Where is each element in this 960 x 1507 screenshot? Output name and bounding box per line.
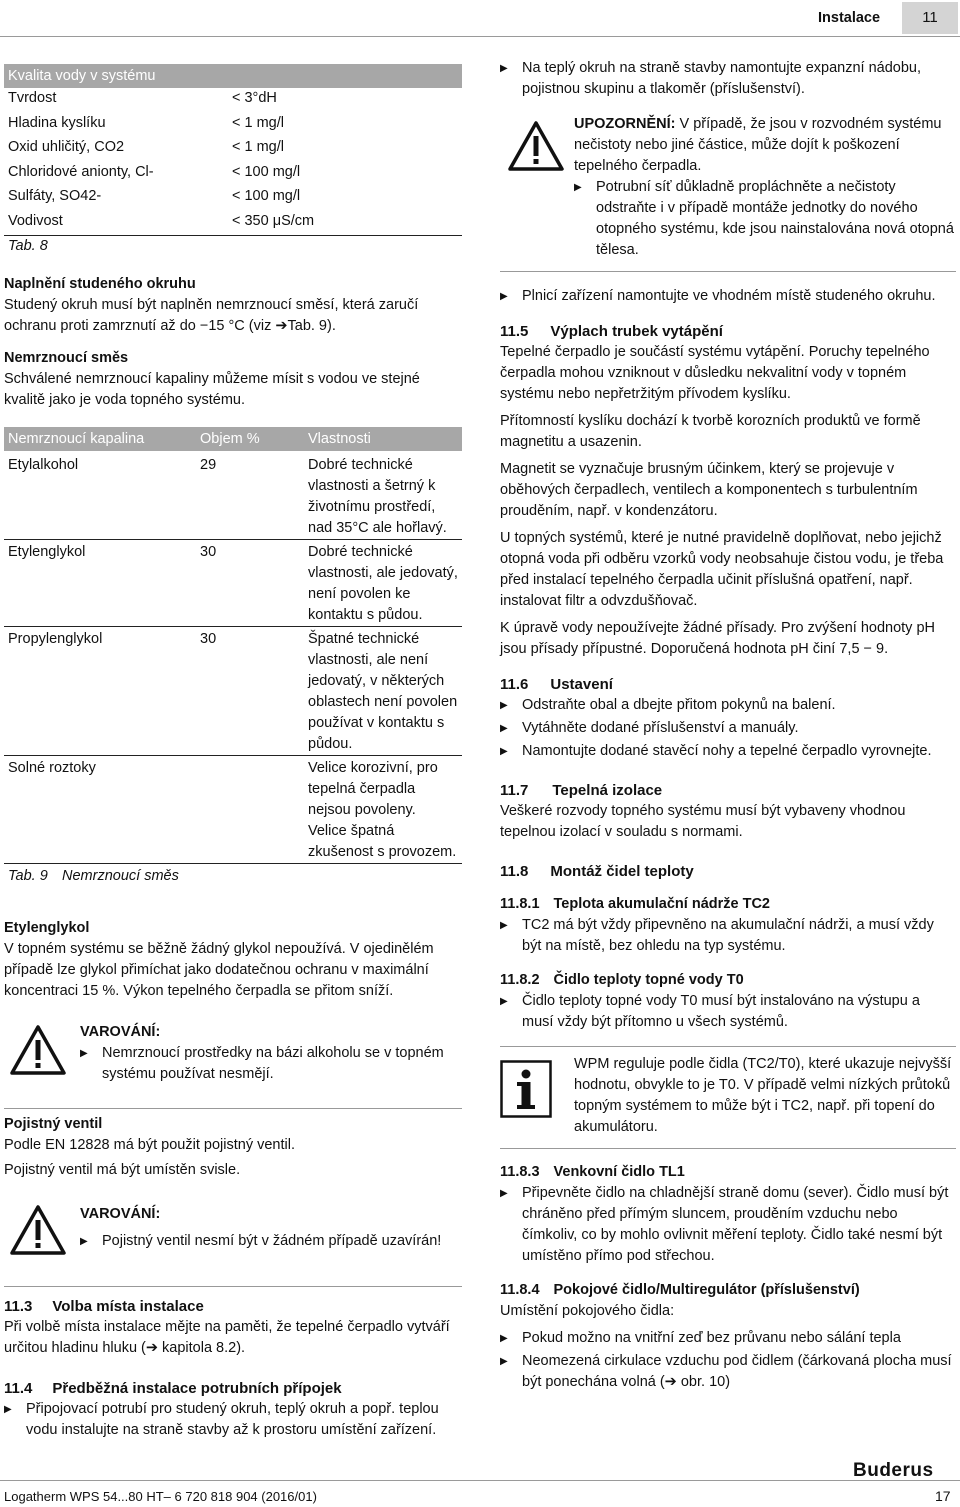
section-11-8-4	[500, 1280, 952, 1393]
paragraph: K úpravě vody nepoužívejte žádné přísady. Pro zvýšení hodnoty pH jsou přísady přípustné. Doporučená hodnota pH činí 7,5 − 9.	[500, 620, 935, 657]
table-cell: < 1 mg/l	[232, 139, 284, 155]
section-number: 11.6	[500, 676, 529, 693]
caution-block	[500, 114, 956, 261]
list-item-text: Připojovací potrubí pro studený okruh, teplý okruh a popř. teplou vodu instalujte na straně stavby až k prostoru umístění zařízení.	[26, 1401, 439, 1438]
warning-icon	[4, 1198, 72, 1256]
bullet-triangle-icon: ▶	[500, 63, 508, 74]
section-11-5	[500, 321, 952, 660]
warning-bullet	[80, 1231, 462, 1252]
table-cell: Solné roztoky	[8, 760, 96, 776]
table-cell: Sulfáty, SO42-	[8, 188, 102, 204]
fill-section	[4, 274, 462, 337]
table-cell: < 100 mg/l	[232, 163, 301, 180]
section-11-8-3	[500, 1162, 952, 1267]
list-item-text: Odstraňte obal a dbejte přitom pokynů na balení.	[522, 697, 836, 713]
warning-bullet-text: Pojistný ventil nesmí být v žádném případě uzavírán!	[102, 1233, 442, 1249]
bullet-triangle-icon: ▶	[500, 291, 508, 302]
section-11-8-1	[500, 894, 952, 957]
section-title: Čidlo teploty topné vody T0	[553, 972, 744, 988]
list-item	[500, 741, 952, 762]
table-cell: Dobré technické vlastnosti a šetrný k životnímu prostředí, nad 35°C ale hořlavý.	[308, 457, 447, 536]
table-row	[4, 455, 462, 539]
table-cell: < 100 mg/l	[232, 188, 301, 204]
section-title: Výplach trubek vytápění	[550, 323, 723, 340]
table-row	[4, 539, 462, 626]
table-cell	[200, 758, 308, 863]
caution-bullet-text: Potrubní síť důkladně propláchněte a nečistoty odstraňte i v případě montáže jednotky do nového otopného systému, kde jsou nainstalována nová otopná tělesa.	[596, 179, 954, 258]
section-11-4	[4, 1378, 462, 1441]
list-item-text: Na teplý okruh na straně stavby namontujte expanzní nádobu, pojistnou skupinu a tlakoměr (příslušenství).	[522, 60, 922, 97]
table-row	[4, 137, 462, 162]
water-quality-table	[4, 64, 462, 257]
section-number: 11.7	[500, 782, 529, 799]
footer-divider	[0, 1480, 960, 1481]
section-intro: Umístění pokojového čidla:	[500, 1303, 675, 1319]
section-title: Volba místa instalace	[52, 1298, 204, 1315]
divider	[4, 1286, 462, 1287]
paragraph: Magnetit se vyznačuje brusným účinkem, který se projevuje v oběhových čerpadlech, ventilech a komponentech s turbulentním prouděním, např. v kondenzátoru.	[500, 461, 918, 519]
section-11-6	[500, 674, 952, 762]
table-row	[4, 186, 462, 211]
bullet-triangle-icon: ▶	[80, 1048, 88, 1059]
paragraph: Přítomností kyslíku dochází k tvorbě korozních produktů ve formě magnetitu a usazenin.	[500, 413, 921, 450]
table-row	[4, 211, 462, 237]
bullet-triangle-icon: ▶	[574, 182, 582, 193]
bullet-triangle-icon: ▶	[500, 1188, 508, 1199]
section-11-8	[500, 861, 952, 882]
table-cell: Hladina kyslíku	[8, 114, 106, 131]
section-heading	[500, 780, 952, 801]
footer-page-number: 17	[935, 1488, 951, 1504]
glycol-text: V topném systému se běžně žádný glykol nepoužívá. V ojedinělém případě lze glykol přimíchat jako dodatečnou ochranu v maximální koncentraci 15 %. Výkon tepelného čerpadla se přitom sníží.	[4, 941, 434, 999]
table-cell: Dobré technické vlastnosti, ale jedovatý, není povolen ke kontaktu s půdou.	[308, 544, 458, 623]
list-item	[500, 1328, 952, 1349]
list-item	[500, 58, 952, 100]
bullet-triangle-icon: ▶	[500, 746, 508, 757]
section-text: Při volbě místa instalace mějte na paměti, že tepelné čerpadlo vytváří určitou hladinu hluku (➔ kapitola 8.2).	[4, 1319, 450, 1356]
section-title: Předběžná instalace potrubních přípojek	[52, 1380, 342, 1397]
table-cell: < 3°dH	[232, 90, 277, 106]
divider	[4, 1108, 462, 1109]
list-item-text: TC2 má být vždy připevněno na akumulační nádrži, a musí vždy být na místě, bez ohledu na typ systému.	[522, 917, 934, 954]
warning-label: VAROVÁNÍ:	[80, 1024, 161, 1040]
list-item	[500, 1351, 952, 1393]
info-block	[500, 1054, 956, 1138]
glycol-section	[4, 918, 462, 1002]
section-number: 11.5	[500, 323, 529, 340]
section-11-7	[500, 780, 952, 843]
bullet-triangle-icon: ▶	[500, 700, 508, 711]
info-icon	[500, 1054, 566, 1138]
subsection-heading	[500, 1162, 952, 1183]
section-text: Veškeré rozvody topného systému musí být vybaveny vhodnou tepelnou izolací v souladu s normami.	[500, 803, 906, 840]
bullet-triangle-icon: ▶	[80, 1236, 88, 1247]
table-cell: Propylenglykol	[8, 631, 103, 647]
warning-icon	[4, 1018, 72, 1085]
water-table-body	[4, 88, 462, 236]
table-row	[4, 113, 462, 138]
list-item	[500, 1183, 952, 1267]
table-cell: Chloridové anionty, Cl-	[8, 163, 154, 180]
warning-icon	[500, 114, 572, 261]
caution-bullet	[574, 177, 956, 261]
table-caption	[4, 864, 462, 887]
section-title: Venkovní čidlo TL1	[553, 1164, 685, 1180]
paragraph: U topných systémů, které je nutné pravidelně doplňovat, nebo jejichž otopná voda při odběru vzorků vody neobsahuje čistou vodu, je třeba před instalací tepelného čerpadla učinit příslušná opatření, např. instalovat filtr a odvzdušňovač.	[500, 530, 944, 609]
column-header: Vlastnosti	[308, 431, 371, 447]
table-cell: Velice korozivní, pro tepelná čerpadla nejsou povoleny. Velice špatná zkušenost s provozem.	[308, 760, 457, 860]
warning-alcohol	[4, 1018, 462, 1085]
section-number: 11.4	[4, 1380, 33, 1397]
bullet-triangle-icon: ▶	[500, 1333, 508, 1344]
bullet-triangle-icon: ▶	[500, 1356, 508, 1367]
section-number: 11.8	[500, 863, 529, 880]
list-item-text: Čidlo teploty topné vody T0 musí být instalováno na výstupu a musí vždy být přítomno u všech systémů.	[522, 993, 920, 1030]
table-cell: < 350 μS/cm	[232, 212, 315, 229]
bullet-triangle-icon: ▶	[500, 996, 508, 1007]
antifreeze-text: Schválené nemrznoucí kapaliny můžeme mísit s vodou ve stejné kvalitě jako je voda topného systému.	[4, 371, 420, 408]
safety-valve-section	[4, 1114, 462, 1181]
section-heading	[500, 321, 952, 342]
antifreeze-table	[4, 427, 462, 887]
section-number: 11.8.2	[500, 972, 540, 988]
table-row	[4, 626, 462, 755]
section-number: 11.8.4	[500, 1282, 540, 1298]
list-item	[4, 1399, 462, 1441]
list-item-text: Plnicí zařízení namontujte ve vhodném místě studeného okruhu.	[522, 288, 936, 304]
table-cell: 30	[200, 631, 217, 647]
table-caption: Tab. 8	[8, 238, 48, 254]
divider	[500, 271, 956, 272]
section-11-8-2	[500, 970, 952, 1033]
list-item	[500, 915, 952, 957]
divider	[500, 1046, 956, 1047]
fill-text: Studený okruh musí být naplněn nemrznoucí směsí, která zaručí ochranu proti zamrznutí až do −15 °C (viz ➔Tab. 9).	[4, 297, 419, 334]
header-divider	[0, 36, 960, 37]
section-title: Instalace	[818, 10, 881, 26]
section-heading	[500, 861, 952, 882]
section-heading	[4, 1378, 462, 1399]
brand-logo: Buderus	[853, 1460, 934, 1481]
caption-number: Tab. 9	[8, 868, 48, 884]
section-heading	[4, 1296, 462, 1317]
antifreeze-heading: Nemrznoucí směs	[4, 350, 129, 366]
table-cell: Špatné technické vlastnosti, ale není jedovatý, v některých oblastech není povolen používat v kontaktu s půdou.	[308, 631, 458, 752]
table-cell: Vodivost	[8, 212, 63, 229]
section-title: Teplota akumulační nádrže TC2	[553, 896, 770, 912]
section-heading	[500, 674, 952, 695]
safety-valve-text-2: Pojistný ventil má být umístěn svisle.	[4, 1162, 241, 1178]
table-row	[4, 88, 462, 113]
footer-document-id: Logatherm WPS 54...80 HT– 6 720 818 904 (2016/01)	[4, 1489, 317, 1504]
list-item	[500, 991, 952, 1033]
table-cell: 30	[200, 544, 217, 560]
caution-text	[574, 114, 956, 177]
subsection-heading	[500, 1280, 952, 1301]
section-number: 11.3	[4, 1298, 33, 1315]
paragraph: Tepelné čerpadlo je součástí systému vytápění. Poruchy tepelného čerpadla mohou vzniknout v důsledku nekvalitní vody v topném systému nebo nepřetržitým přívodem kyslíku.	[500, 344, 930, 402]
list-item-text: Neomezená cirkulace vzduchu pod čidlem (čárkovaná plocha musí být ponechána volná (➔ obr. 10)	[522, 1353, 952, 1390]
caption-text: Nemrznoucí směs	[62, 868, 179, 884]
subsection-heading	[500, 970, 952, 991]
section-title: Pokojové čidlo/Multiregulátor (příslušenství)	[553, 1282, 860, 1298]
bullet-triangle-icon: ▶	[500, 723, 508, 734]
water-table-title: Kvalita vody v systému	[4, 64, 462, 88]
section-title: Montáž čidel teploty	[550, 863, 694, 880]
antifreeze-section	[4, 348, 462, 411]
warning-bullet	[80, 1043, 462, 1085]
list-item	[500, 695, 952, 716]
section-11-3	[4, 1296, 462, 1359]
list-item-text: Pokud možno na vnitřní zeď bez průvanu nebo sálání tepla	[522, 1330, 901, 1346]
page-number-badge: 11	[902, 2, 958, 34]
safety-valve-heading: Pojistný ventil	[4, 1116, 103, 1132]
glycol-heading: Etylenglykol	[4, 920, 90, 936]
column-header: Objem %	[200, 431, 260, 447]
bullet-triangle-icon: ▶	[4, 1404, 12, 1415]
table-cell: < 1 mg/l	[232, 114, 284, 131]
divider	[500, 1148, 956, 1149]
section-number: 11.8.1	[500, 896, 540, 912]
warning-safety-valve	[4, 1198, 462, 1256]
subsection-heading	[500, 894, 952, 915]
table-cell: Tvrdost	[8, 90, 57, 106]
section-number: 11.8.3	[500, 1164, 540, 1180]
warning-label: VAROVÁNÍ:	[80, 1206, 161, 1222]
table-cell: Oxid uhličitý, CO2	[8, 139, 125, 155]
section-title: Ustavení	[550, 676, 613, 693]
info-text: WPM reguluje podle čidla (TC2/T0), které ukazuje nejvyšší hodnotu, obvykle to je T0. V případě velmi nízkých průtoků topným systémem to může být i TC2, např. při topení do akumulátoru.	[574, 1056, 952, 1135]
warning-bullet-text: Nemrznoucí prostředky na bázi alkoholu se v topném systému používat nesmějí.	[102, 1045, 444, 1082]
column-header: Nemrznoucí kapalina	[8, 431, 145, 447]
list-item-text: Vytáhněte dodané příslušenství a manuály.	[522, 720, 799, 736]
table-row	[4, 755, 462, 864]
safety-valve-text-1: Podle EN 12828 má být použit pojistný ventil.	[4, 1137, 295, 1153]
table-cell: 29	[200, 457, 217, 473]
caution-label: UPOZORNĚNÍ:	[574, 116, 676, 132]
section-title: Tepelná izolace	[552, 782, 663, 799]
bullet-triangle-icon: ▶	[500, 920, 508, 931]
list-item-text: Namontujte dodané stavěcí nohy a tepelné čerpadlo vyrovnejte.	[522, 743, 932, 759]
list-item	[500, 286, 952, 307]
table-cell: Etylenglykol	[8, 544, 86, 560]
list-item-text: Připevněte čidlo na chladnější straně domu (sever). Čidlo musí být chráněno před přímým sluncem, prouděním vzduchu nebo čímkoliv, co by mohlo ovlivnit měření teploty. Čidlo také nesmí být umístěno přímo pod střechou.	[522, 1185, 949, 1264]
caution-message: V případě, že jsou v rozvodném systému nečistoty nebo jiné částice, může dojít k poškození tepelného čerpadla.	[574, 116, 942, 174]
list-item	[500, 718, 952, 739]
table-row	[4, 162, 462, 187]
table-cell: Etylalkohol	[8, 457, 79, 473]
antifreeze-table-header	[4, 427, 462, 451]
fill-heading: Naplnění studeného okruhu	[4, 276, 196, 292]
